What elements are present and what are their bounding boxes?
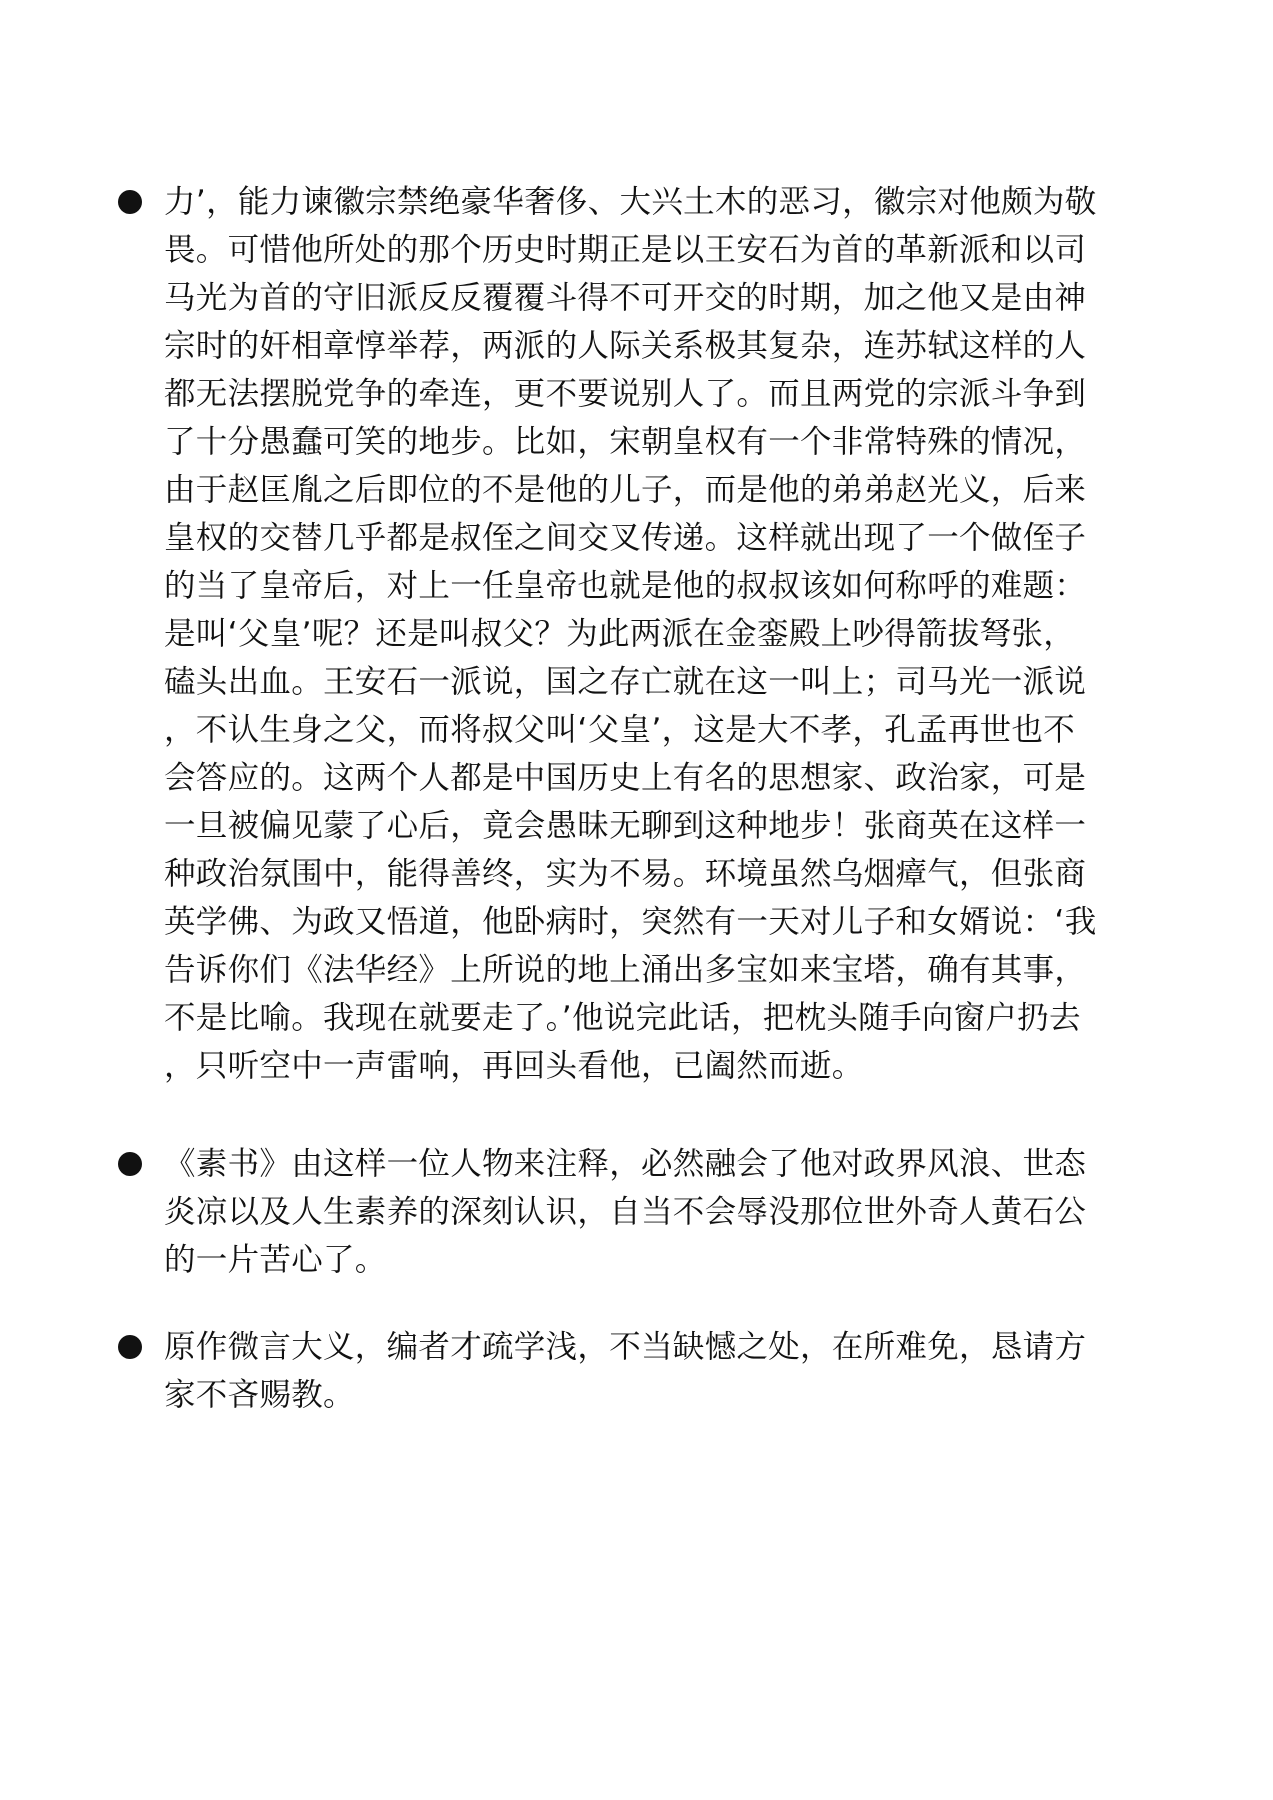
paragraph-line: 原作微言大义，编者才疏学浅，不当缺憾之处，在所难免，恳请方: [164, 1329, 1087, 1365]
paragraph-line: 的当了皇帝后，对上一任皇帝也就是他的叔叔该如何称呼的难题：: [164, 568, 1087, 604]
paragraph-line: 会答应的。这两个人都是中国历史上有名的思想家、政治家，可是: [164, 760, 1087, 796]
paragraph-line: 种政治氛围中，能得善终，实为不易。环境虽然乌烟瘴气，但张商: [164, 856, 1087, 892]
paragraph-line: 的一片苦心了。: [164, 1242, 387, 1278]
paragraph-line: 《素书》由这样一位人物来注释，必然融会了他对政界风浪、世态: [164, 1146, 1087, 1182]
bullet-dot: [118, 1335, 142, 1359]
paragraph-line: 一旦被偏见蒙了心后，竟会愚昧无聊到这种地步！张商英在这样一: [164, 808, 1087, 844]
paragraph-line: 磕头出血。王安石一派说，国之存亡就在这一叫上；司马光一派说: [164, 664, 1087, 700]
paragraph-line: ，不认生身之父，而将叔父叫‘父皇’，这是大不孝，孔孟再世也不: [164, 712, 1076, 748]
paragraph-line: 了十分愚蠢可笑的地步。比如，宋朝皇权有一个非常特殊的情况，: [164, 424, 1087, 460]
paragraph-line: 宗时的奸相章惇举荐，两派的人际关系极其复杂，连苏轼这样的人: [164, 328, 1087, 364]
paragraph-line: 不是比喻。我现在就要走了。’他说完此话，把枕头随手向窗户扔去: [164, 1000, 1081, 1036]
paragraph-line: 英学佛、为政又悟道，他卧病时，突然有一天对儿子和女婿说：‘我: [164, 904, 1097, 940]
bullet-dot: [118, 190, 142, 214]
paragraph-line: 力’，能力谏徽宗禁绝豪华奢侈、大兴土木的恶习，徽宗对他颇为敬: [164, 184, 1097, 220]
paragraph-line: 马光为首的守旧派反反覆覆斗得不可开交的时期，加之他又是由神: [164, 280, 1087, 316]
paragraph-line: 都无法摆脱党争的牵连，更不要说别人了。而且两党的宗派斗争到: [164, 376, 1087, 412]
paragraph-line: 告诉你们《法华经》上所说的地上涌出多宝如来宝塔，确有其事，: [164, 952, 1087, 988]
paragraph-line: ，只听空中一声雷响，再回头看他，已阖然而逝。: [164, 1048, 864, 1084]
bullet-dot: [118, 1152, 142, 1176]
paragraph-line: 畏。可惜他所处的那个历史时期正是以王安石为首的革新派和以司: [164, 232, 1087, 268]
paragraph-line: 皇权的交替几乎都是叔侄之间交叉传递。这样就出现了一个做侄子: [164, 520, 1087, 556]
paragraph-line: 是叫‘父皇’呢？还是叫叔父？为此两派在金銮殿上吵得箭拔弩张，: [164, 616, 1076, 652]
paragraph-line: 由于赵匡胤之后即位的不是他的儿子，而是他的弟弟赵光义，后来: [164, 472, 1087, 508]
paragraph-line: 家不吝赐教。: [164, 1377, 355, 1413]
paragraph-line: 炎凉以及人生素养的深刻认识，自当不会辱没那位世外奇人黄石公: [164, 1194, 1087, 1230]
